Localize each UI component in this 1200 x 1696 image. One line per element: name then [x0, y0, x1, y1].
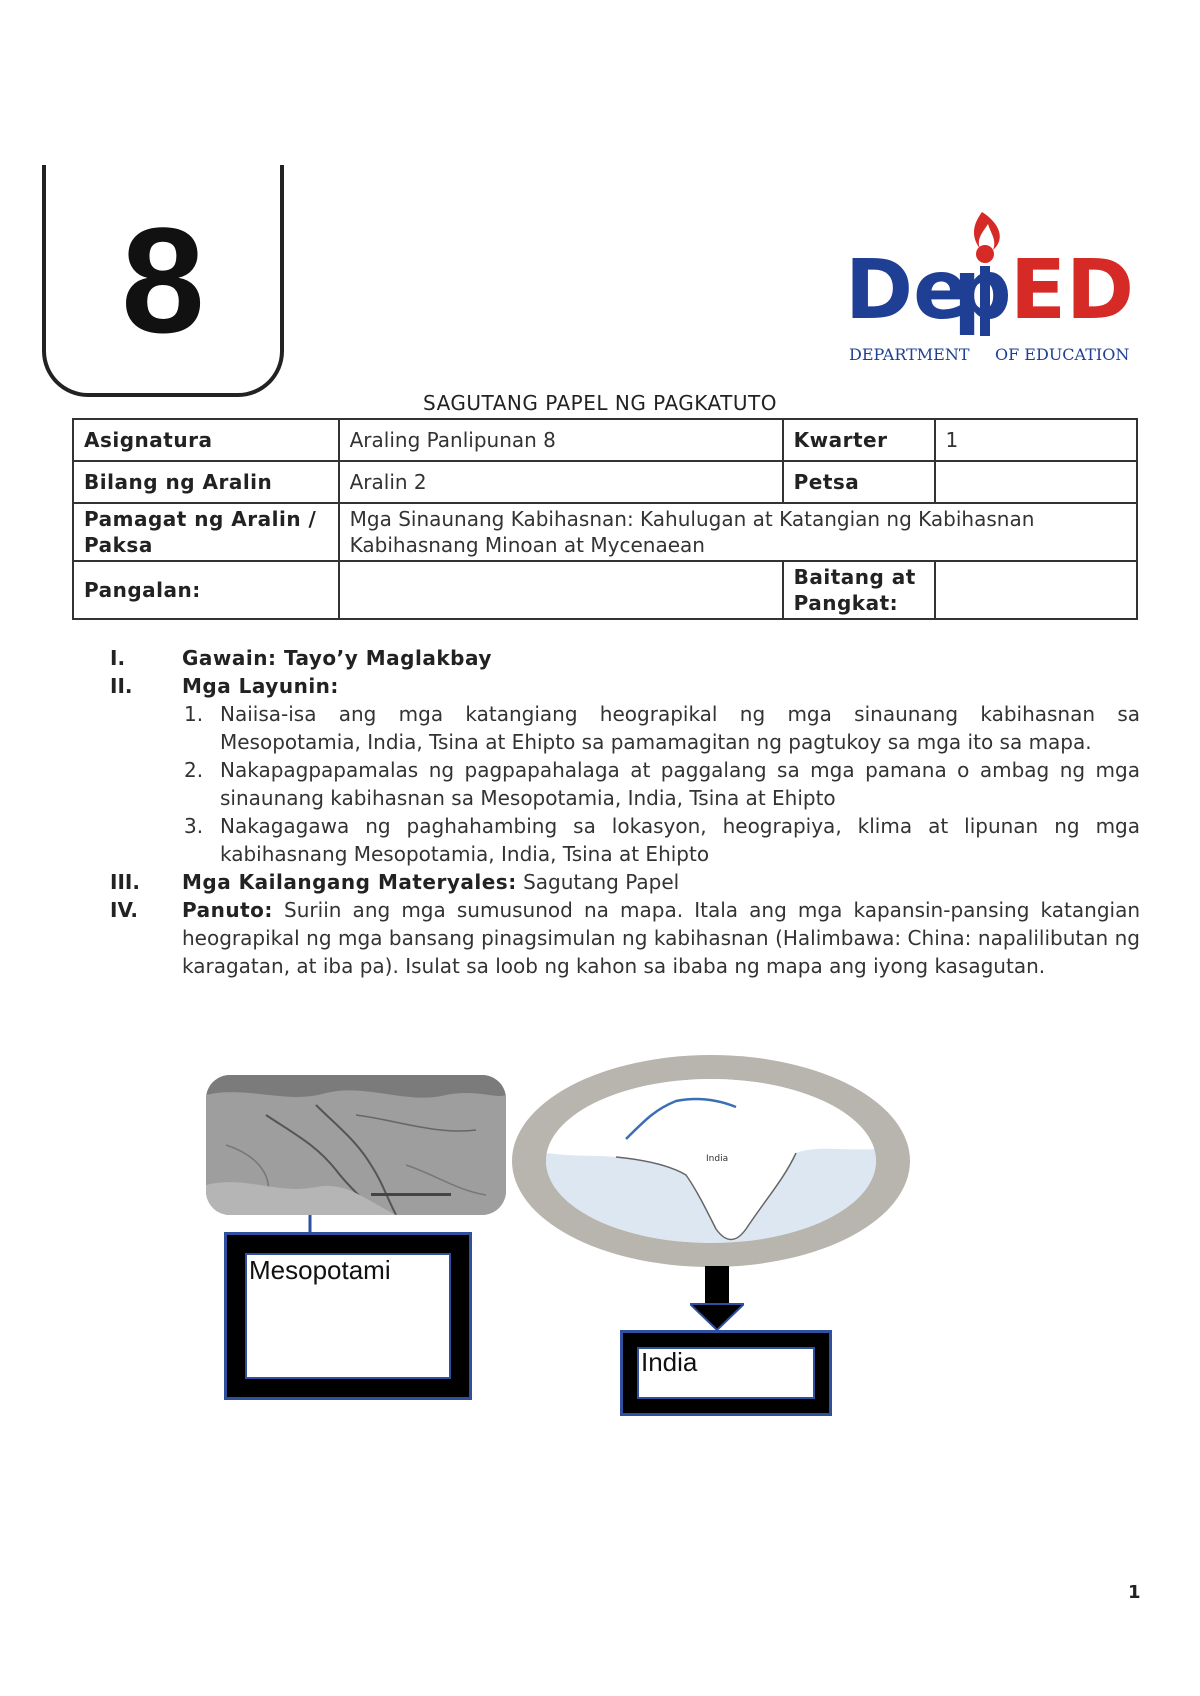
kwarter-label: Kwarter — [783, 419, 935, 461]
asignatura-label: Asignatura — [73, 419, 339, 461]
objective-text: Nakapagpapamalas ng pagpapahalaga at paggalang sa mga pamana o ambag ng mga sinaunang kabihasnan sa Mesopotamia, India, Tsina at Ehipto — [220, 758, 1140, 810]
section-layunin — [110, 672, 1140, 700]
objective-number: 1. — [184, 702, 204, 726]
pamagat-label — [73, 503, 339, 561]
objective-text: Nakagagawa ng paghahambing sa lokasyon, heograpiya, klima at lipunan ng mga kabihasnang Mesopotamia, India, Tsina at Ehipto — [220, 814, 1140, 866]
grade-number: 8 — [121, 196, 205, 364]
pamagat-value-line-1: Mga Sinaunang Kabihasnan: Kahulugan at Katangian ng Kabihasnan — [349, 507, 1035, 531]
section-number: II. — [110, 674, 133, 698]
baitang-label-line-1: Baitang at — [793, 565, 916, 589]
logo-tagline-left: DEPARTMENT — [849, 345, 970, 364]
petsa-label: Petsa — [783, 461, 935, 503]
section-number: III. — [110, 870, 140, 894]
page-number: 1 — [1128, 1582, 1141, 1603]
section-heading: Panuto: — [182, 898, 273, 922]
section-panuto — [110, 896, 1140, 980]
section-number: IV. — [110, 898, 138, 922]
section-gawain — [110, 644, 1140, 672]
baitang-field[interactable] — [935, 561, 1137, 619]
petsa-field[interactable] — [935, 461, 1137, 503]
logo-wordmark-de: De — [845, 243, 969, 338]
logo-tagline-right: OF EDUCATION — [995, 345, 1130, 364]
info-table — [72, 418, 1138, 620]
baitang-label-line-2: Pangkat: — [793, 591, 899, 615]
india-box-label: India — [641, 1347, 698, 1377]
objectives-list — [110, 700, 1140, 868]
mesopotamia-map-image — [206, 1075, 506, 1215]
objective-number: 2. — [184, 758, 204, 782]
grade-badge — [42, 165, 284, 397]
bilang-label: Bilang ng Aralin — [73, 461, 339, 503]
down-arrow-icon — [690, 1266, 744, 1332]
svg-text:p: p — [953, 243, 1012, 338]
asignatura-value: Araling Panlipunan 8 — [339, 419, 783, 461]
bilang-value: Aralin 2 — [339, 461, 783, 503]
section-heading: Mga Layunin: — [182, 674, 339, 698]
baitang-label — [783, 561, 935, 619]
pamagat-label-line-2: Paksa — [84, 533, 153, 557]
section-heading: Mga Kailangang Materyales: — [182, 870, 517, 894]
india-map-label: India — [706, 1154, 729, 1164]
list-item — [110, 756, 1140, 812]
section-text: Sagutang Papel — [523, 870, 680, 894]
list-item — [110, 812, 1140, 868]
kwarter-value: 1 — [935, 419, 1137, 461]
pangalan-label: Pangalan: — [73, 561, 339, 619]
section-number: I. — [110, 646, 126, 670]
document-title: SAGUTANG PAPEL NG PAGKATUTO — [423, 391, 777, 415]
list-item — [110, 700, 1140, 756]
section-text: Suriin ang mga sumusunod na mapa. Itala ang mga kapansin-pansing katangian heograpikal ng mga bansang pinagsimulan ng kabihasnan (Halimbawa: China: napalilibutan ng karagatan, at iba pa). Isulat sa loob ng kahon sa ibaba ng mapa ang iyong kasagutan. — [182, 898, 1140, 978]
svg-text:ED: ED — [1010, 243, 1135, 338]
deped-logo — [845, 210, 1145, 370]
section-materyales — [110, 868, 1140, 896]
pamagat-value — [339, 503, 1137, 561]
india-answer-box[interactable] — [620, 1330, 832, 1416]
india-map-frame — [512, 1055, 910, 1267]
section-heading: Gawain: Tayo’y Maglakbay — [182, 646, 492, 670]
sections — [110, 644, 1140, 980]
mesopotamia-box-label: Mesopotami — [249, 1255, 391, 1285]
objective-number: 3. — [184, 814, 204, 838]
india-map-image — [546, 1079, 876, 1243]
pamagat-label-line-1: Pamagat ng Aralin / — [84, 507, 317, 531]
objective-text: Naiisa-isa ang mga katangiang heograpikal ng mga sinaunang kabihasnan sa Mesopotamia, India, Tsina at Ehipto sa pamamagitan ng pagtukoy sa mga ito sa mapa. — [220, 702, 1140, 754]
pangalan-field[interactable] — [339, 561, 783, 619]
mesopotamia-answer-box[interactable] — [224, 1232, 472, 1400]
pamagat-value-line-2: Kabihasnang Minoan at Mycenaean — [349, 533, 705, 557]
